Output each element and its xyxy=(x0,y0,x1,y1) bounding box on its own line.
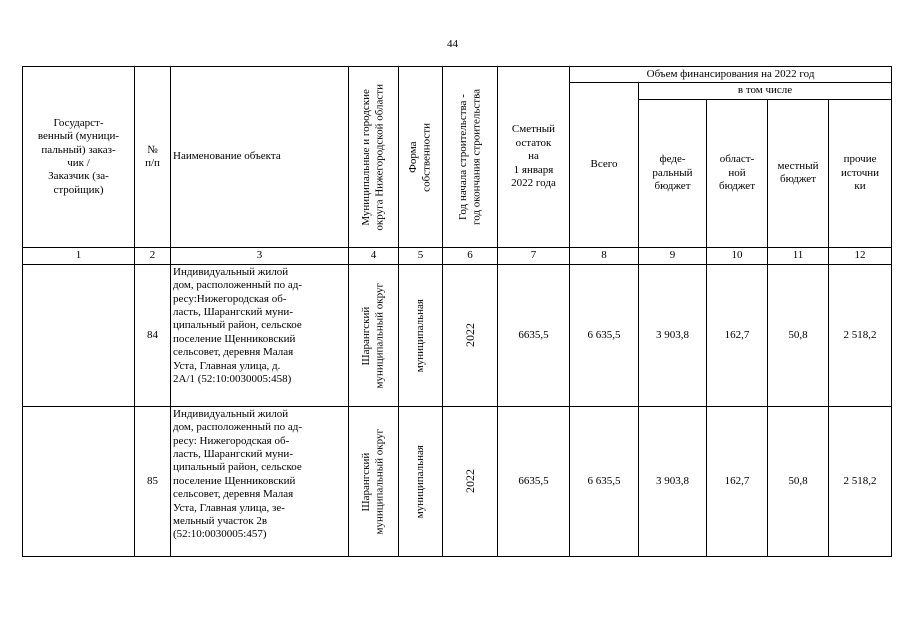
table-row xyxy=(23,406,892,556)
header-including: в том числе xyxy=(639,83,892,99)
row-years: 2022 xyxy=(462,323,477,348)
row-other: 2 518,2 xyxy=(829,406,892,556)
row-balance: 6635,5 xyxy=(498,264,570,406)
row-municipality-cell xyxy=(349,406,399,556)
column-number: 9 xyxy=(639,247,707,264)
column-number: 4 xyxy=(349,247,399,264)
page-number: 44 xyxy=(447,38,458,50)
column-number: 3 xyxy=(171,247,349,264)
row-other: 2 518,2 xyxy=(829,264,892,406)
row-num: 85 xyxy=(135,406,171,556)
column-number: 1 xyxy=(23,247,135,264)
header-object: Наименование объекта xyxy=(171,67,349,248)
row-municipality-cell xyxy=(349,264,399,406)
column-number: 11 xyxy=(768,247,829,264)
row-local: 50,8 xyxy=(768,264,829,406)
row-total: 6 635,5 xyxy=(570,406,639,556)
header-municipality: Муниципальные и городские округа Нижегородской области xyxy=(360,83,386,231)
header-customer: Государст- венный (муници- пальный) заказ- чик / Заказчик (за- стройщик) xyxy=(23,67,135,248)
header-federal: феде- ральный бюджет xyxy=(639,99,707,247)
header-municipality-cell xyxy=(349,67,399,248)
row-object: Индивидуальный жилой дом, расположенный по ад- ресу:Нижегородская об- ласть, Шарангский муни- ципальный район, сельское поселение Щенниковский сельсовет, деревня Малая Уста, Главная улица, д. 2А/1 (52:10:0030005:458) xyxy=(171,264,349,406)
row-customer xyxy=(23,264,135,406)
row-federal: 3 903,8 xyxy=(639,264,707,406)
row-years-cell xyxy=(443,264,498,406)
header-ownership: Форма собственности xyxy=(407,122,433,192)
header-other: прочие источни ки xyxy=(829,99,892,247)
row-years-cell xyxy=(443,406,498,556)
row-ownership: муниципальная xyxy=(413,444,426,518)
financing-table xyxy=(22,66,892,557)
column-number: 8 xyxy=(570,247,639,264)
row-num: 84 xyxy=(135,264,171,406)
column-number: 5 xyxy=(399,247,443,264)
row-customer xyxy=(23,406,135,556)
row-total: 6 635,5 xyxy=(570,264,639,406)
row-municipality: Шарангский муниципальный округ xyxy=(360,428,386,535)
row-ownership: муниципальная xyxy=(413,298,426,372)
table-row xyxy=(23,264,892,406)
column-number: 10 xyxy=(707,247,768,264)
row-ownership-cell xyxy=(399,264,443,406)
row-regional: 162,7 xyxy=(707,406,768,556)
column-number: 6 xyxy=(443,247,498,264)
header-num: № п/п xyxy=(135,67,171,248)
row-municipality: Шарангский муниципальный округ xyxy=(360,282,386,389)
row-local: 50,8 xyxy=(768,406,829,556)
row-federal: 3 903,8 xyxy=(639,406,707,556)
header-local: местный бюджет xyxy=(768,99,829,247)
row-object: Индивидуальный жилой дом, расположенный по ад- ресу: Нижегородская об- ласть, Шарангский муни- ципальный район, сельское поселение Щенниковский сельсовет, деревня Малая Уста, Главная улица, зе- мельный участок 2в (52:10:0030005:457) xyxy=(171,406,349,556)
header-regional: област- ной бюджет xyxy=(707,99,768,247)
header-total: Всего xyxy=(570,83,639,247)
row-balance: 6635,5 xyxy=(498,406,570,556)
row-years: 2022 xyxy=(462,469,477,494)
header-balance: Сметный остаток на 1 января 2022 года xyxy=(498,67,570,248)
row-ownership-cell xyxy=(399,406,443,556)
header-years-cell xyxy=(443,67,498,248)
row-regional: 162,7 xyxy=(707,264,768,406)
header-funding: Объем финансирования на 2022 год xyxy=(570,67,892,83)
column-number: 2 xyxy=(135,247,171,264)
column-number: 12 xyxy=(829,247,892,264)
header-ownership-cell xyxy=(399,67,443,248)
column-number-row xyxy=(23,247,892,264)
column-number: 7 xyxy=(498,247,570,264)
header-years: Год начала строительства - год окончания строительства xyxy=(456,88,482,225)
